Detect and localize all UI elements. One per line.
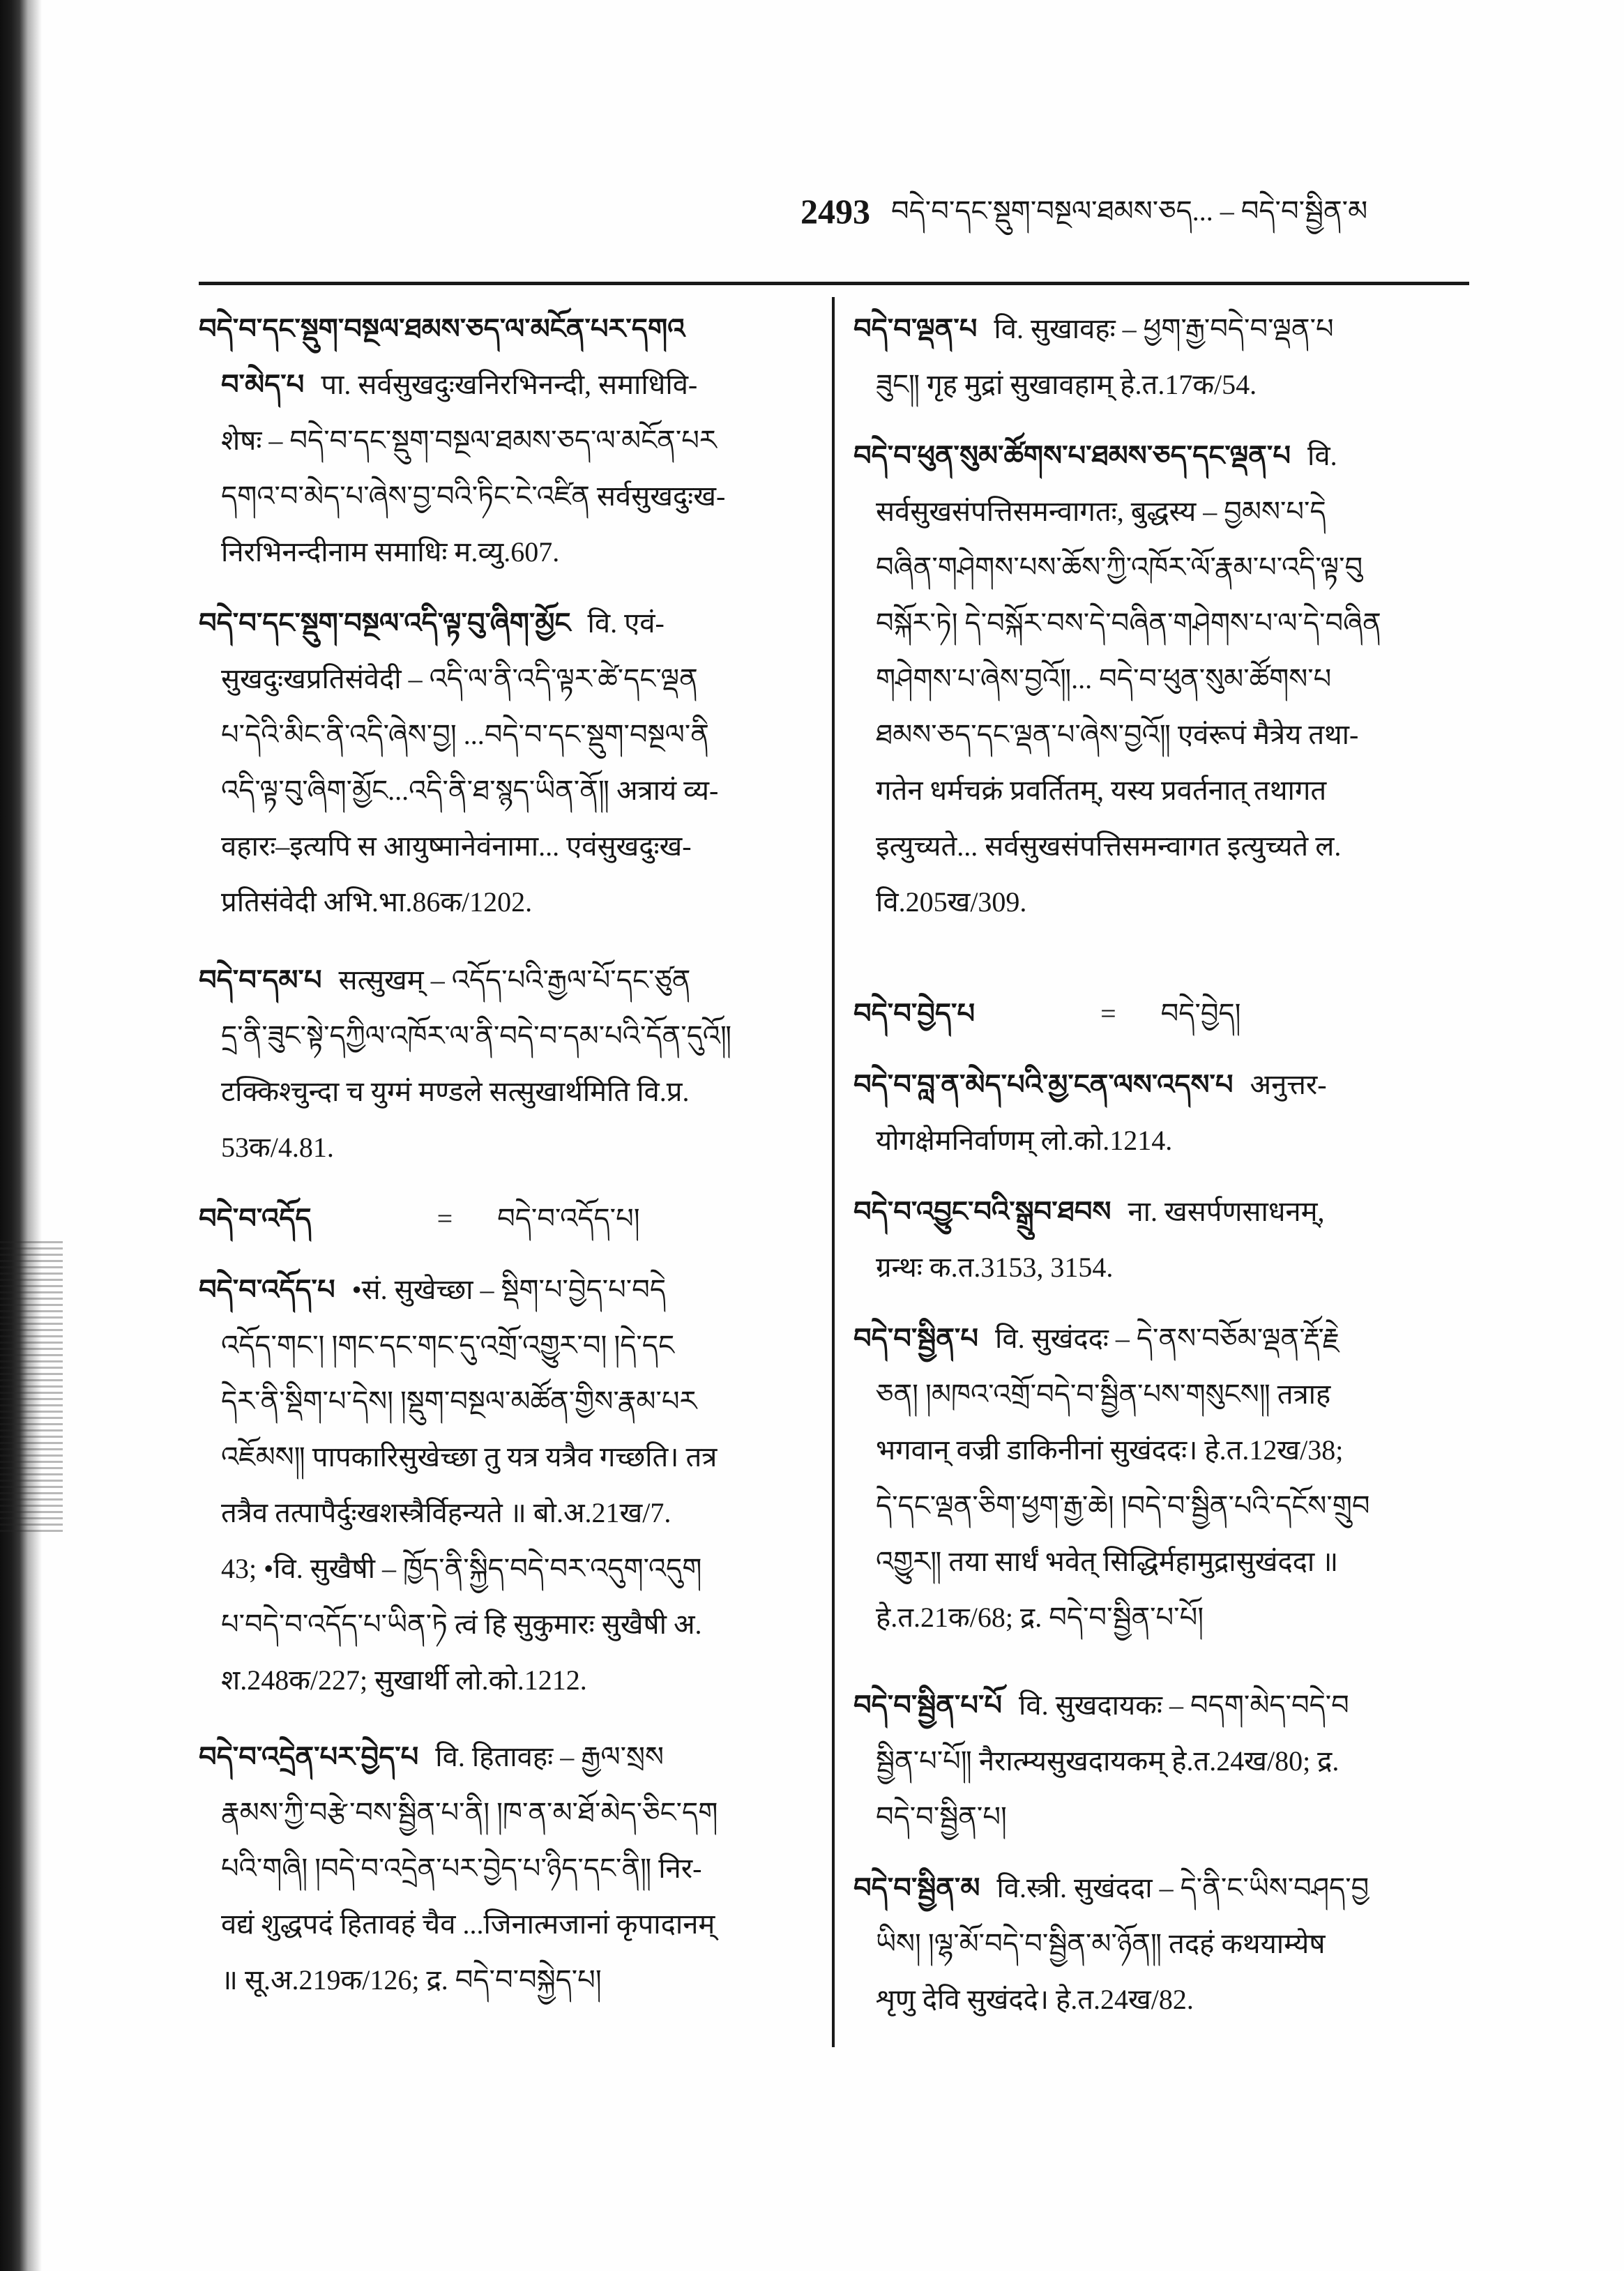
entry-text: श.248क/227; सुखार्थी लो.को.1212. — [221, 1664, 587, 1696]
entry-line — [853, 540, 1469, 595]
entry-line — [199, 1729, 821, 1785]
entry-text: འགྱུར༎ तया सार्धं भवेत् सिद्धिर्महामुद्रासुखंददा ॥ — [876, 1546, 1339, 1577]
dictionary-entry — [853, 301, 1469, 413]
entry-line — [853, 707, 1469, 763]
entry-text: གཤེགས་པ་ཞེས་བྱའོ༎... བདེ་བ་ཕུན་སུམ་ཚོགས་པ — [876, 663, 1332, 694]
entry-text: योगक्षेमनिर्वाणम् लो.को.1214. — [876, 1125, 1173, 1156]
entry-line — [199, 874, 821, 930]
entry-text: वि.205ख/309. — [876, 886, 1027, 918]
entry-text: हे.त.21क/68; द्र. བདེ་བ་སྦྱིན་པ་པོ། — [876, 1602, 1204, 1633]
left-column — [199, 301, 821, 2008]
entry-line — [199, 952, 821, 1008]
entry-text: དྲ་ནི་ཟུང་སྟེ་དཀྱིལ་འཁོར་ལ་ནི་བདེ་བ་དམ་པའི་དོན་དུའོ༎ — [221, 1020, 732, 1051]
entry-line — [853, 874, 1469, 930]
headword: བདེ་བ་འདོད — [199, 1203, 312, 1234]
dictionary-entry — [199, 595, 821, 930]
entry-text: དེར་ནི་སྡིག་པ་དེས། །སྡུག་བསྔལ་མཚོན་གྱིས་རྣམ་པར — [221, 1385, 697, 1417]
dictionary-entry — [853, 1678, 1469, 1845]
dictionary-entry — [199, 1729, 821, 2008]
entry-text: सुखदुःखप्रतिसंवेदी – འདི་ལ་ནི་འདི་ལྟར་ཚེ་དང་ལྡན — [221, 663, 698, 694]
entry-text: བདེ་བ་སྦྱིན་པ། — [876, 1801, 1007, 1832]
entry-line — [199, 1374, 821, 1429]
entry-text: ཐམས་ཅད་དང་ལྡན་པ་ཞེས་བྱའོ༎ एवंरूपं मैत्रेय तथा- — [876, 719, 1359, 750]
entry-text: འདོད་གང་། །གང་དང་གང་དུ་འགྲོ་འགྱུར་བ། །དེ་དང — [221, 1330, 675, 1361]
entry-text: ཅན། །མཁའ་འགྲོ་བདེ་བ་སྦྱིན་པས་གསུངས༎ तत्राह — [876, 1378, 1331, 1410]
entry-line — [853, 1972, 1469, 2028]
entry-line — [199, 1429, 821, 1485]
entry-text: सर्वसुखसंपत्तिसमन्वागतः, बुद्धस्य – བྱམས་པ་དེ — [876, 496, 1326, 527]
headword: བདེ་བ་དང་སྡུག་བསྔལ་འདི་ལྟ་བུ་ཞིག་མྱོང — [199, 607, 571, 639]
entry-line — [853, 819, 1469, 874]
entry-line — [199, 819, 821, 874]
page-number: 2493 — [800, 192, 870, 231]
entry-text: བདེ་བྱེད། — [1160, 998, 1241, 1029]
entry-text: ཟུང༎ गृह मुद्रां सुखावहाम् हे.त.17क/54. — [876, 369, 1257, 400]
entry-text: तत्रैव तत्पापैर्दुःखशस्त्रैर्विहन्यते ॥ बो.अ.21ख/7. — [221, 1497, 671, 1528]
entry-line — [199, 1262, 821, 1318]
entry-text: प्रतिसंवेदी अभि.भा.86क/1202. — [221, 886, 533, 918]
entry-line — [853, 1311, 1469, 1367]
dictionary-entry — [853, 1860, 1469, 2028]
entry-line — [199, 1785, 821, 1841]
entry-text: པ་དེའི་མིང་ནི་འདི་ཞེས་བྱ། ...བདེ་བ་དང་སྡུག་བསྔལ་ནི — [221, 719, 709, 750]
entry-line — [853, 763, 1469, 819]
entry-line — [853, 651, 1469, 707]
headword: བདེ་བ་བླ་ན་མེད་པའི་མྱ་ངན་ལས་འདས་པ — [853, 1069, 1234, 1100]
entry-text: •सं. सुखेच्छा – སྡིག་པ་བྱེད་པ་བདེ — [351, 1274, 666, 1305]
dictionary-entry — [853, 428, 1469, 930]
entry-text: वि. — [1307, 440, 1337, 471]
entry-line — [199, 1597, 821, 1653]
entry-text: वि.स्त्री. सुखंददा – དེ་ནི་ང་ཡིས་བཤད་བྱ — [996, 1872, 1369, 1904]
entry-text: निरभिनन्दीनाम समाधिः म.व्यु.607. — [221, 536, 560, 568]
entry-text: ॥ सू.अ.219क/126; द्र. བདེ་བ་བསྐྱེད་པ། — [221, 1964, 602, 1996]
entry-line — [199, 301, 821, 357]
entry-text: ཡིས། །ལྷ་མོ་བདེ་བ་སྦྱིན་མ་ཉོན༎ तदहं कथयाम्येष — [876, 1928, 1326, 1959]
headword: བདེ་བ་སྦྱིན་མ — [853, 1872, 980, 1904]
entry-text: वद्यं शुद्धपदं हितावहं चैव ...जिनात्मजानां कृपादानम् — [221, 1908, 715, 1940]
entry-line — [199, 1318, 821, 1374]
dictionary-entry — [199, 1191, 821, 1247]
headword: བདེ་བ་ལྡན་པ — [853, 313, 978, 344]
entry-line — [853, 1916, 1469, 1972]
entry-line — [853, 1478, 1469, 1534]
headword: བདེ་བ་འབྱུང་བའི་སྒྲུབ་ཐབས — [853, 1196, 1111, 1227]
entry-line — [853, 1789, 1469, 1845]
entry-text: ना. खसर्पणसाधनम्, — [1128, 1196, 1325, 1227]
entry-line — [199, 469, 821, 524]
headword: བདེ་བ་སྦྱིན་པ་པོ — [853, 1689, 1002, 1721]
entry-text: བཞིན་གཤེགས་པས་ཆོས་ཀྱི་འཁོར་ལོ་རྣམ་པ་འདི་ལྟ་བུ — [876, 552, 1363, 583]
entry-line — [853, 1678, 1469, 1733]
entry-text: वहारः–इत्यपि स आयुष्मानेवंनामा... एवंसुखदुःख- — [221, 830, 692, 862]
scan-edge-noise — [0, 1241, 63, 1534]
entry-line — [853, 301, 1469, 357]
entry-line — [199, 763, 821, 819]
entry-line — [199, 413, 821, 469]
entry-line — [853, 986, 1469, 1042]
entry-text: 53क/4.81. — [221, 1132, 334, 1163]
entry-line — [853, 1590, 1469, 1646]
entry-line — [199, 1841, 821, 1897]
entry-line — [199, 595, 821, 651]
entry-text: འདི་ལྟ་བུ་ཞིག་མྱོང...འདི་ནི་ཐ་སྙད་ཡིན་ནོ༎ अत्रायं व्य- — [221, 775, 719, 806]
headword: བདེ་བ་བྱེད་པ — [853, 998, 976, 1029]
entry-text: སྦྱིན་པ་པོ༎ नैरात्म्यसुखदायकम् हे.त.24ख/80; द्र. — [876, 1745, 1340, 1777]
entry-text: वि. सुखंददः – དེ་ནས་བཅོམ་ལྡན་རྡོ་རྗེ — [994, 1323, 1340, 1354]
entry-line — [199, 1191, 821, 1247]
headword: བདེ་བ་སྦྱིན་པ — [853, 1323, 978, 1354]
entry-line — [853, 1860, 1469, 1916]
entry-line — [853, 1240, 1469, 1296]
headword: བ་མེད་པ — [221, 369, 305, 400]
entry-line — [853, 1113, 1469, 1169]
dictionary-entry — [199, 1262, 821, 1708]
entry-text: 43; •वि. सुखैषी – ཁྱོད་ནི་སྐྱིད་བདེ་བར་འདུག་འདུག — [221, 1553, 702, 1584]
equals-sign: = — [1100, 998, 1116, 1029]
entry-line — [199, 1485, 821, 1541]
entry-line — [853, 1184, 1469, 1240]
entry-text: དེ་དང་ལྡན་ཅིག་ཕྱག་རྒྱ་ཆེ། །བདེ་བ་སྦྱིན་པའི་དངོས་གྲུབ — [876, 1490, 1370, 1521]
entry-line — [199, 357, 821, 413]
headword: བདེ་བ་འདོད་པ — [199, 1274, 335, 1305]
entry-text: शृणु देवि सुखंददे। हे.त.24ख/82. — [876, 1984, 1194, 2015]
entry-line — [853, 1422, 1469, 1478]
entry-text: དགའ་བ་མེད་པ་ཞེས་བྱ་བའི་ཏིང་ངེ་འཛིན सर्वसुखदुःख- — [221, 480, 726, 512]
entry-line — [853, 357, 1469, 413]
equals-sign: = — [437, 1203, 453, 1234]
entry-text: वि. सुखदायकः – བདག་མེད་བདེ་བ — [1019, 1689, 1349, 1721]
entry-text: भगवान् वज्री डाकिनीनां सुखंददः। हे.त.12ख/38; — [876, 1434, 1344, 1466]
dictionary-entry — [853, 1057, 1469, 1169]
entry-line — [199, 707, 821, 763]
dictionary-entry — [199, 301, 821, 580]
entry-text: ग्रन्थः क.त.3153, 3154. — [876, 1252, 1114, 1283]
header-rule — [199, 282, 1469, 285]
entry-line — [199, 1008, 821, 1064]
headword: བདེ་བ་ཕུན་སུམ་ཚོགས་པ་ཐམས་ཅད་དང་ལྡན་པ — [853, 440, 1291, 471]
headword: བདེ་བ་དམ་པ — [199, 964, 322, 996]
entry-line — [853, 1057, 1469, 1113]
scan-edge-shadow — [0, 0, 42, 2271]
entry-text: འཇོམས༎ पापकारिसुखेच्छा तु यत्र यत्रैव गच्छति। तत्र — [221, 1441, 718, 1473]
entry-line — [199, 1120, 821, 1176]
dictionary-entry — [853, 1184, 1469, 1296]
entry-line — [853, 1733, 1469, 1789]
dictionary-entry — [853, 1311, 1469, 1646]
dictionary-entry — [199, 952, 821, 1176]
column-divider — [832, 297, 835, 2047]
entry-line — [199, 1541, 821, 1597]
headword: བདེ་བ་འདྲེན་པར་བྱེད་པ — [199, 1741, 419, 1772]
entry-text: शेषः – བདེ་བ་དང་སྡུག་བསྔལ་ཐམས་ཅད་ལ་མངོན་པར — [221, 425, 717, 456]
entry-text: पा. सर्वसुखदुःखनिरभिनन्दी, समाधिवि- — [321, 369, 698, 400]
entry-text: པའི་གཞི། །བདེ་བ་འདྲེན་པར་བྱེད་པ་ཉིད་དང་ནི༎ निर- — [221, 1853, 702, 1884]
entry-text: བསྐོར་ཏེ། དེ་བསྐོར་བས་དེ་བཞིན་གཤེགས་པ་ལ་དེ་བཞིན — [876, 607, 1381, 639]
entry-line — [199, 1653, 821, 1708]
entry-text: वि. सुखावहः – ཕྱག་རྒྱ་བདེ་བ་ལྡན་པ — [994, 313, 1334, 344]
entry-line — [199, 1952, 821, 2008]
dictionary-entry — [853, 986, 1469, 1042]
entry-text: इत्युच्यते... सर्वसुखसंपत्तिसमन्वागत इत्युच्यते ल. — [876, 830, 1342, 862]
entry-text: गतेन धर्मचक्रं प्रवर्तितम्, यस्य प्रवर्तनात् तथागत — [876, 775, 1327, 806]
entry-line — [853, 428, 1469, 484]
right-column — [853, 301, 1469, 2028]
entry-line — [853, 595, 1469, 651]
entry-line — [853, 1534, 1469, 1590]
entry-text: अनुत्तर- — [1250, 1069, 1327, 1100]
entry-line — [199, 1897, 821, 1952]
entry-text: वि. हितावहः – རྒྱལ་སྲས — [435, 1741, 665, 1772]
entry-text: བདེ་བ་འདོད་པ། — [497, 1203, 640, 1234]
entry-line — [853, 484, 1469, 540]
entry-text: རྣམས་ཀྱི་བརྩེ་བས་སྦྱིན་པ་ནི། །ཁ་ན་མ་ཐོ་མེད་ཅིང་དག — [221, 1797, 718, 1828]
entry-text: टक्किश्चुन्दा च युग्मं मण्डले सत्सुखार्थमिति वि.प्र. — [221, 1076, 690, 1107]
headword: བདེ་བ་དང་སྡུག་བསྔལ་ཐམས་ཅད་ལ་མངོན་པར་དགའ — [199, 313, 685, 344]
entry-line — [199, 1064, 821, 1120]
entry-line — [199, 524, 821, 580]
entry-text: सत्सुखम् – འདོད་པའི་རྒྱལ་པོ་དང་ཙུན — [338, 964, 691, 996]
entry-text: वि. एवं- — [587, 607, 665, 639]
entry-line — [199, 651, 821, 707]
entry-line — [853, 1367, 1469, 1422]
running-title: བདེ་བ་དང་སྡུག་བསྔལ་ཐམས་ཅད... – བདེ་བ་སྦྱིན་མ — [891, 195, 1368, 227]
entry-text: པ་བདེ་བ་འདོད་པ་ཡིན་ཏེ त्वं हि सुकुमारः सुखैषी अ. — [221, 1609, 702, 1640]
